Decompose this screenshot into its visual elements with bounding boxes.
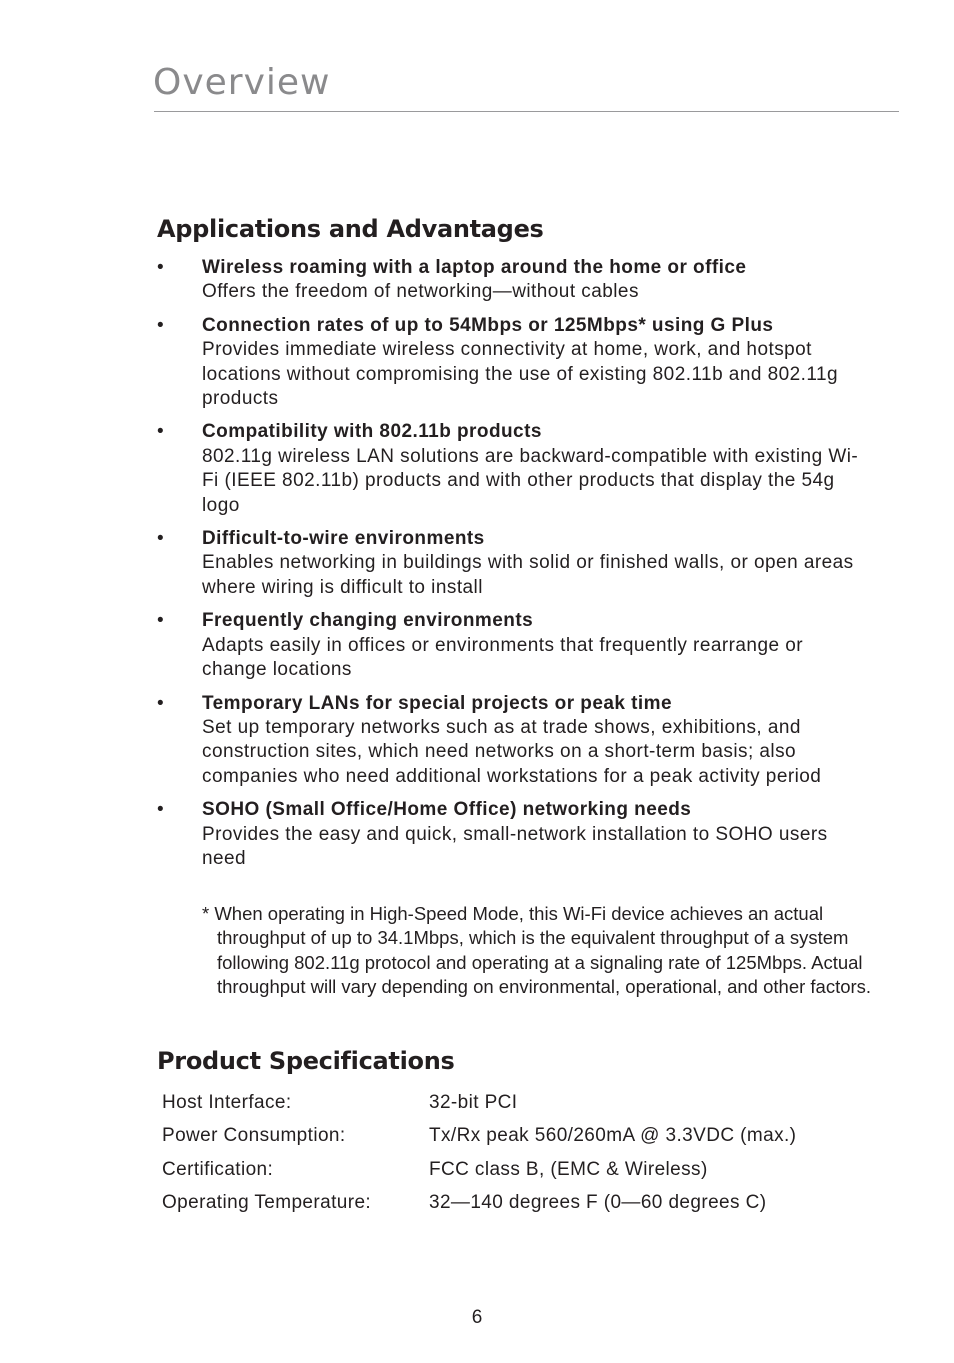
bullet: • xyxy=(157,421,165,443)
list-item-title: SOHO (Small Office/Home Office) networking needs xyxy=(202,799,692,821)
table-row xyxy=(158,1120,796,1154)
specifications-table xyxy=(158,1086,796,1220)
spec-label: Certification: xyxy=(162,1158,274,1180)
list-item xyxy=(157,314,867,412)
list-item-description: Enables networking in buildings with solid or finished walls, or open areas where wiring is difficult to install xyxy=(202,552,854,598)
spec-label: Operating Temperature: xyxy=(162,1192,372,1214)
specifications-heading: Product Specifications xyxy=(157,1047,455,1075)
list-item-description: Set up temporary networks such as at trade shows, exhibitions, and construction sites, which need networks on a short-term basis; also companies who need additional workstations for a peak activity period xyxy=(202,716,822,787)
list-item xyxy=(157,798,867,871)
advantages-list xyxy=(157,256,867,880)
bullet: • xyxy=(157,692,165,714)
list-item-description: 802.11g wireless LAN solutions are backward-compatible with existing Wi-Fi (IEEE 802.11b) products and with other products that display the 54g logo xyxy=(202,445,859,516)
list-item xyxy=(157,527,867,600)
list-item xyxy=(157,609,867,682)
spec-label: Power Consumption: xyxy=(162,1125,346,1147)
list-item-description: Adapts easily in offices or environments that frequently rearrange or change locations xyxy=(202,634,804,681)
list-item-title: Wireless roaming with a laptop around the home or office xyxy=(202,257,747,278)
applications-heading: Applications and Advantages xyxy=(157,215,544,243)
list-item xyxy=(157,256,867,305)
bullet: • xyxy=(157,314,165,336)
list-item xyxy=(157,420,867,518)
page-number: 6 xyxy=(471,1307,483,1328)
page-title: Overview xyxy=(153,62,331,103)
bullet: • xyxy=(157,528,165,550)
list-item-description: Provides immediate wireless connectivity at home, work, and hotspot locations without compromising the use of existing 802.11b and 802.11g products xyxy=(202,339,839,410)
spec-value: FCC class B, (EMC & Wireless) xyxy=(429,1158,708,1180)
spec-label: Host Interface: xyxy=(162,1091,292,1113)
list-item-description: Offers the freedom of networking—without cables xyxy=(202,281,639,303)
list-item-title: Temporary LANs for special projects or peak time xyxy=(202,692,673,714)
spec-value: 32—140 degrees F (0—60 degrees C) xyxy=(429,1192,767,1214)
list-item-title: Difficult-to-wire environments xyxy=(202,528,485,550)
spec-value: Tx/Rx peak 560/260mA @ 3.3VDC (max.) xyxy=(429,1125,797,1147)
list-item-description: Provides the easy and quick, small-network installation to SOHO users need xyxy=(202,823,828,869)
table-row xyxy=(158,1153,796,1187)
list-item-title: Frequently changing environments xyxy=(202,610,534,632)
bullet: • xyxy=(157,257,165,278)
list-item-title: Connection rates of up to 54Mbps or 125Mbps* using G Plus xyxy=(202,314,774,336)
bullet: • xyxy=(157,610,165,632)
list-item-title: Compatibility with 802.11b products xyxy=(202,421,542,443)
title-divider xyxy=(154,111,899,112)
table-row xyxy=(158,1086,796,1120)
bullet: • xyxy=(157,799,165,821)
spec-value: 32-bit PCI xyxy=(429,1091,518,1113)
footnote: * When operating in High-Speed Mode, this Wi-Fi device achieves an actual throughput of up to 34.1Mbps, which is the equivalent throughput of a system following 802.11g protocol and operating at a signaling rate of 125Mbps. Actual throughput will vary depending on environmental, operational, and other factors. xyxy=(202,903,872,997)
table-row xyxy=(158,1187,796,1221)
list-item xyxy=(157,692,867,790)
